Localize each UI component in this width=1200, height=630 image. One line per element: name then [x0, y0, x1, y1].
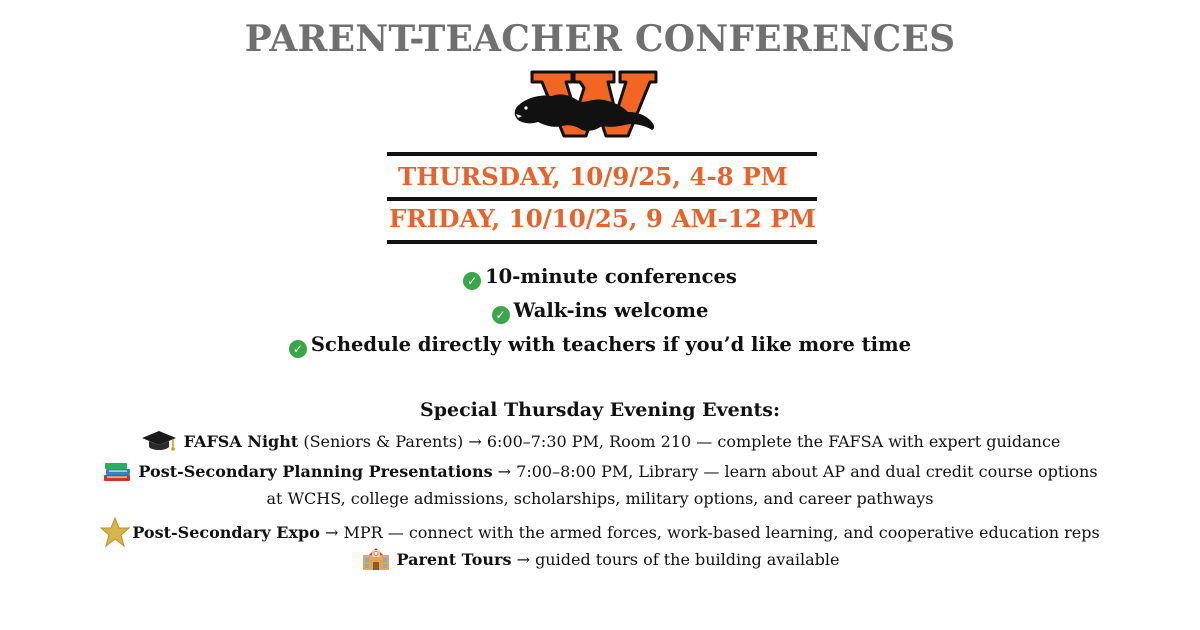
event-name: Post-Secondary Expo — [132, 523, 320, 542]
event-planning-presentations — [0, 459, 1200, 483]
thursday-date: THURSDAY, 10/9/25, 4-8 PM — [398, 162, 788, 191]
graduation-cap-icon — [140, 429, 178, 453]
events-heading: Special Thursday Evening Events: — [419, 399, 781, 421]
event-expo — [0, 517, 1200, 547]
divider-bottom — [387, 240, 817, 244]
panther-w-logo — [510, 68, 660, 140]
dates-box — [387, 152, 817, 246]
divider-middle — [387, 197, 817, 201]
event-name: FAFSA Night — [183, 432, 299, 451]
star-icon — [100, 517, 130, 547]
checklist-item — [0, 333, 1200, 358]
checklist-text: 10-minute conferences — [485, 265, 737, 288]
checklist-text: Schedule directly with teachers if you’d like more time — [310, 333, 912, 356]
event-detail-continued: at WCHS, college admissions, scholarships, military options, and career pathways — [266, 489, 934, 508]
event-detail: → guided tours of the building available — [511, 550, 840, 569]
event-detail: → MPR — connect with the armed forces, work-based learning, and cooperative education reps — [319, 523, 1100, 542]
books-icon — [102, 459, 132, 483]
check-icon: ✓ — [289, 340, 307, 358]
school-building-icon — [361, 545, 391, 571]
event-name: Parent Tours — [396, 550, 512, 569]
event-detail: (Seniors & Parents) → 6:00–7:30 PM, Room 210 — complete the FAFSA with expert guidance — [298, 432, 1061, 451]
checklist-item — [0, 265, 1200, 290]
page-title: PARENT-TEACHER CONFERENCES — [244, 18, 956, 60]
event-detail: → 7:00–8:00 PM, Library — learn about AP and dual credit course options — [492, 462, 1098, 481]
check-icon: ✓ — [463, 272, 481, 290]
check-icon: ✓ — [492, 306, 510, 324]
friday-date: FRIDAY, 10/10/25, 9 AM-12 PM — [389, 204, 816, 233]
divider-top — [387, 152, 817, 156]
event-parent-tours — [0, 545, 1200, 571]
event-name: Post-Secondary Planning Presentations — [138, 462, 493, 481]
checklist-text: Walk-ins welcome — [513, 299, 709, 322]
checklist-item — [0, 299, 1200, 324]
event-fafsa-night — [0, 429, 1200, 453]
